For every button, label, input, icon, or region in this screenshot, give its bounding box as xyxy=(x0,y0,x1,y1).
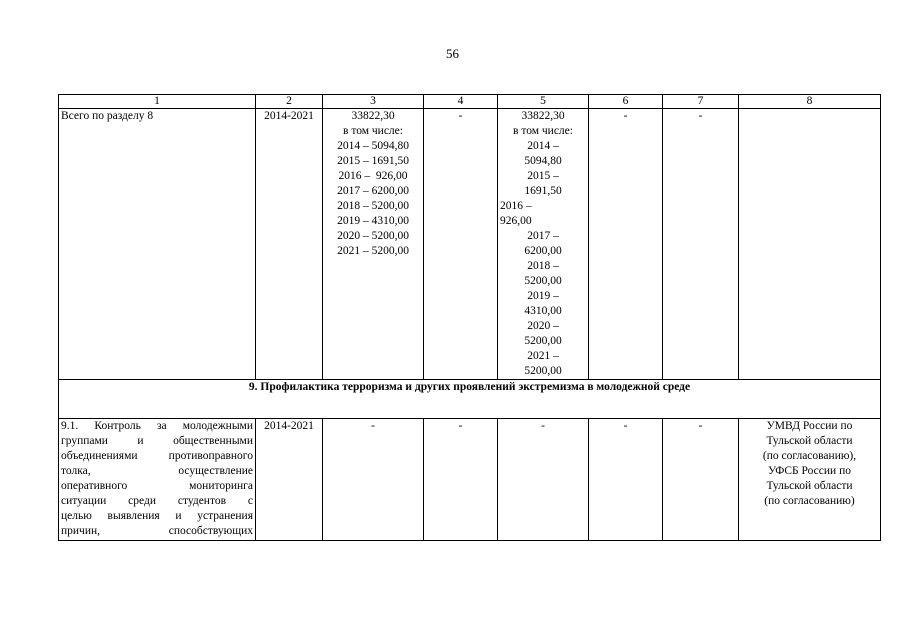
header-cell: 6 xyxy=(589,95,663,109)
header-cell: 5 xyxy=(498,95,589,109)
col5-line: 2018 – xyxy=(527,260,559,272)
col3-line: 2017 – 6200,00 xyxy=(337,185,409,197)
desc-line: группами и общественными xyxy=(61,435,253,447)
responsible-line: УФСБ России по xyxy=(768,465,851,477)
header-cell: 3 xyxy=(323,95,424,109)
col3-line: 2020 – 5200,00 xyxy=(337,230,409,242)
col3-line: 2021 – 5200,00 xyxy=(337,245,409,257)
row-9-1-description xyxy=(59,419,256,541)
program-table xyxy=(58,94,881,541)
responsible-line: Тульской области xyxy=(766,480,853,492)
total-col5 xyxy=(498,109,589,380)
col5-line: 2020 – xyxy=(527,320,559,332)
row-9-1-period: 2014-2021 xyxy=(256,419,323,541)
desc-line: оперативного мониторинга xyxy=(61,480,253,492)
row-9-1-col3: - xyxy=(323,419,424,541)
col3-line: 2014 – 5094,80 xyxy=(337,140,409,152)
col5-line: 2019 – xyxy=(527,290,559,302)
col5-line: 5200,00 xyxy=(524,365,562,377)
desc-line: целью выявления и устранения xyxy=(61,510,253,522)
header-cell: 2 xyxy=(256,95,323,109)
col3-line: 2015 – 1691,50 xyxy=(337,155,409,167)
col3-line: 2016 – 926,00 xyxy=(338,170,408,182)
row-9-1-col5: - xyxy=(498,419,589,541)
total-col6: - xyxy=(589,109,663,380)
col3-line: 2018 – 5200,00 xyxy=(337,200,409,212)
col5-line: 4310,00 xyxy=(524,305,562,317)
responsible-line: (по согласованию) xyxy=(764,495,855,507)
col5-line: 2015 – xyxy=(527,170,559,182)
col5-line: 2016 – xyxy=(500,200,532,212)
row-9-1-responsible xyxy=(739,419,881,541)
col3-line: 33822,30 xyxy=(351,110,395,122)
section-title: 9. Профилактика терроризма и других проявлений экстремизма в молодежной среде xyxy=(59,380,881,419)
col3-line: в том числе: xyxy=(343,125,403,137)
col5-line: 2017 – xyxy=(527,230,559,242)
col5-line: 1691,50 xyxy=(524,185,562,197)
col5-line: 5200,00 xyxy=(524,335,562,347)
col5-line: 6200,00 xyxy=(524,245,562,257)
col5-line: 2014 – xyxy=(527,140,559,152)
col5-line: 5200,00 xyxy=(524,275,562,287)
header-cell: 4 xyxy=(424,95,498,109)
total-row xyxy=(59,109,881,380)
row-9-1-col6: - xyxy=(589,419,663,541)
col5-line: 33822,30 xyxy=(521,110,565,122)
total-col8 xyxy=(739,109,881,380)
desc-line: объединениями противоправного xyxy=(61,450,253,462)
responsible-line: УМВД России по xyxy=(766,420,853,432)
total-label: Всего по разделу 8 xyxy=(59,109,256,380)
desc-line: толка, осуществление xyxy=(61,465,253,477)
total-period: 2014-2021 xyxy=(256,109,323,380)
page-number: 56 xyxy=(446,46,459,61)
total-col4: - xyxy=(424,109,498,380)
header-row xyxy=(59,95,881,109)
row-9-1 xyxy=(59,419,881,541)
col3-line: 2019 – 4310,00 xyxy=(337,215,409,227)
responsible-line: (по согласованию), xyxy=(762,450,857,462)
header-cell: 8 xyxy=(739,95,881,109)
col5-line: 5094,80 xyxy=(524,155,562,167)
row-9-1-col7: - xyxy=(663,419,739,541)
desc-line: ситуации среди студентов с xyxy=(61,495,253,507)
header-cell: 7 xyxy=(663,95,739,109)
row-9-1-col4: - xyxy=(424,419,498,541)
desc-line: 9.1. Контроль за молодежными xyxy=(61,420,253,432)
col5-line: 926,00 xyxy=(500,215,532,227)
header-cell: 1 xyxy=(59,95,256,109)
desc-line: причин, способствующих xyxy=(61,525,253,537)
responsible-line: Тульской области xyxy=(766,435,853,447)
section-row xyxy=(59,380,881,419)
col5-line: в том числе: xyxy=(513,125,573,137)
col5-line: 2021 – xyxy=(527,350,559,362)
total-col7: - xyxy=(663,109,739,380)
total-col3 xyxy=(323,109,424,380)
